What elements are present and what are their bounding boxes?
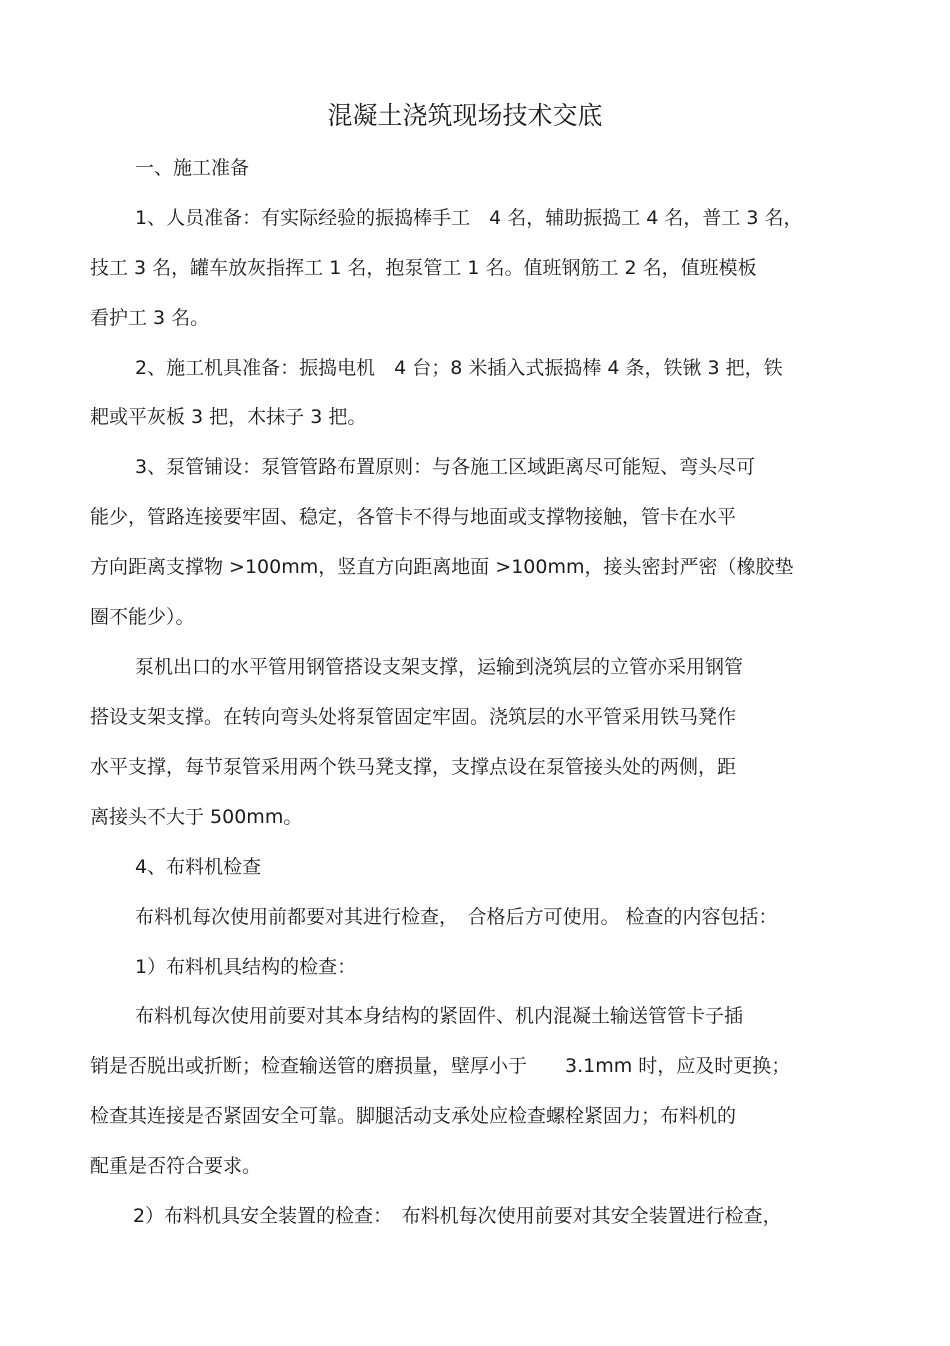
paragraph-line: 销是否脱出或折断；检查输送管的磨损量，壁厚小于 3.1mm 时，应及时更换； [90,1055,791,1077]
paragraph-line: 看护工 3 名。 [90,307,210,329]
document-title: 混凝土浇筑现场技术交底 [327,101,603,130]
paragraph-line: 布料机每次使用前要对其本身结构的紧固件、机内混凝土输送管管卡子插 [135,1005,744,1027]
paragraph-line: 耙或平灰板 3 把，木抹子 3 把。 [90,406,367,428]
paragraph-line: 能少，管路连接要牢固、稳定，各管卡不得与地面或支撑物接触，管卡在水平 [90,506,737,528]
paragraph-line: 搭设支架支撑。在转向弯头处将泵管固定牢固。浇筑层的水平管采用铁马凳作 [90,706,737,728]
paragraph-line: 布料机每次使用前都要对其进行检查， 合格后方可使用。 检查的内容包括： [135,906,778,928]
paragraph-line: 2、施工机具准备：振捣电机 4 台；8 米插入式振捣棒 4 条，铁锹 3 把，铁 [135,357,783,379]
paragraph-line: 1、人员准备：有实际经验的振捣棒手工 4 名，辅助振捣工 4 名，普工 3 名， [135,207,803,229]
subsection-heading: 2）布料机具安全装置的检查： 布料机每次使用前要对其安全装置进行检查， [133,1205,782,1227]
section-heading: 4、布料机检查 [135,856,262,878]
section-heading: 一、施工准备 [135,157,250,179]
paragraph-line: 圈不能少）。 [90,606,195,628]
paragraph-line: 技工 3 名，罐车放灰指挥工 1 名，抱泵管工 1 名。值班钢筋工 2 名，值班模板 [90,257,757,279]
paragraph-line: 泵机出口的水平管用钢管搭设支架支撑，运输到浇筑层的立管亦采用钢管 [135,656,744,678]
paragraph-line: 水平支撑，每节泵管采用两个铁马凳支撑，支撑点设在泵管接头处的两侧，距 [90,756,737,778]
paragraph-line: 离接头不大于 500mm。 [90,806,303,828]
paragraph-line: 3、泵管铺设：泵管管路布置原则：与各施工区域距离尽可能短、弯头尽可 [135,456,756,478]
paragraph-line: 检查其连接是否紧固安全可靠。脚腿活动支承处应检查螺栓紧固力；布料机的 [90,1105,737,1127]
subsection-heading: 1）布料机具结构的检查： [135,956,357,978]
paragraph-line: 配重是否符合要求。 [90,1155,262,1177]
paragraph-line: 方向距离支撑物 >100mm，竖直方向距离地面 >100mm，接头密封严密（橡胶垫 [90,556,794,578]
